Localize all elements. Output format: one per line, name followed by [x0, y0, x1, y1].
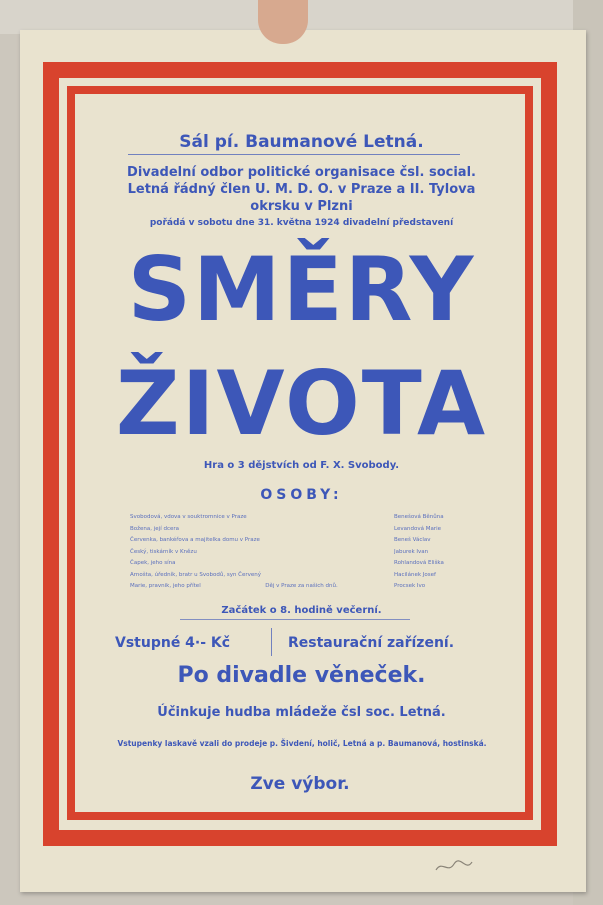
organization-line-1: Divadelní odbor politické organisace čsl. social. — [127, 165, 476, 180]
hall-name: Sál pí. Baumanové Letná. — [179, 132, 424, 152]
after-party: Po divadle věneček. — [177, 663, 426, 688]
cast-actors — [394, 512, 494, 593]
cast-actor: Procsek Ivo — [394, 583, 426, 589]
announcement: pořádá v sobotu dne 31. května 1924 divadelní představení — [149, 218, 454, 228]
restaurant-note: Restaurační zařízení. — [288, 635, 455, 651]
cast-actor: Levandová Marie — [394, 525, 441, 532]
pencil-mark-icon — [434, 856, 474, 876]
cast-role: Arnošta, úředník, bratr u Svobodů, syn Červený — [130, 571, 262, 578]
cast-actor: Hacilánek Josef — [394, 571, 436, 578]
committee-invitation: Zve výbor. — [250, 774, 350, 794]
cast-role: Svobodová, vdova v souktromnice v Praze — [130, 514, 247, 520]
cast-role: Božena, její dcera — [130, 525, 180, 532]
ticket-sales-note: Vstupenky laskavě vzali do prodeje p. Šivdení, holič, Letná a p. Baumanová, hostinská. — [117, 739, 487, 748]
hall-underline — [128, 154, 460, 155]
cast-role: Marie, pravnik, jeho přítel — [130, 583, 201, 589]
music-note: Účinkuje hudba mládeže čsl soc. Letná. — [157, 705, 446, 720]
organization-line-3: okrsku v Plzni — [250, 199, 353, 214]
start-time-underline — [180, 619, 410, 620]
cast-actor: Beneš Václav — [394, 537, 431, 543]
holding-finger — [258, 0, 308, 44]
cast-actor: Jaburek Ivan — [394, 548, 429, 555]
cast-heading: OSOBY: — [260, 487, 343, 503]
play-title-line-1: SMĚRY — [127, 238, 476, 341]
cast-actor: Benešová Běnůna — [394, 514, 444, 520]
scene-note: Děj v Praze za našich dnů. — [265, 583, 338, 589]
cast-role: Český, tiskárník v Knězu — [130, 548, 197, 555]
start-time: Začátek o 8. hodině večerní. — [221, 605, 382, 616]
play-title-line-2: ŽIVOTA — [115, 352, 488, 455]
vertical-divider — [271, 628, 272, 656]
cast-actor: Rohlandová Eliška — [394, 560, 444, 566]
cast-roles — [130, 512, 370, 593]
entry-fee: Vstupné 4·- Kč — [115, 635, 231, 651]
organization-line-2: Letná řádný člen U. M. D. O. v Praze a II. Tylova — [127, 182, 476, 197]
cast-role: Červenka, bankéřova a majitelka domu v Praze — [130, 537, 260, 543]
cast-role: Čapek, jeho sína — [130, 560, 176, 566]
play-info: Hra o 3 dějstvích od F. X. Svobody. — [203, 460, 400, 471]
